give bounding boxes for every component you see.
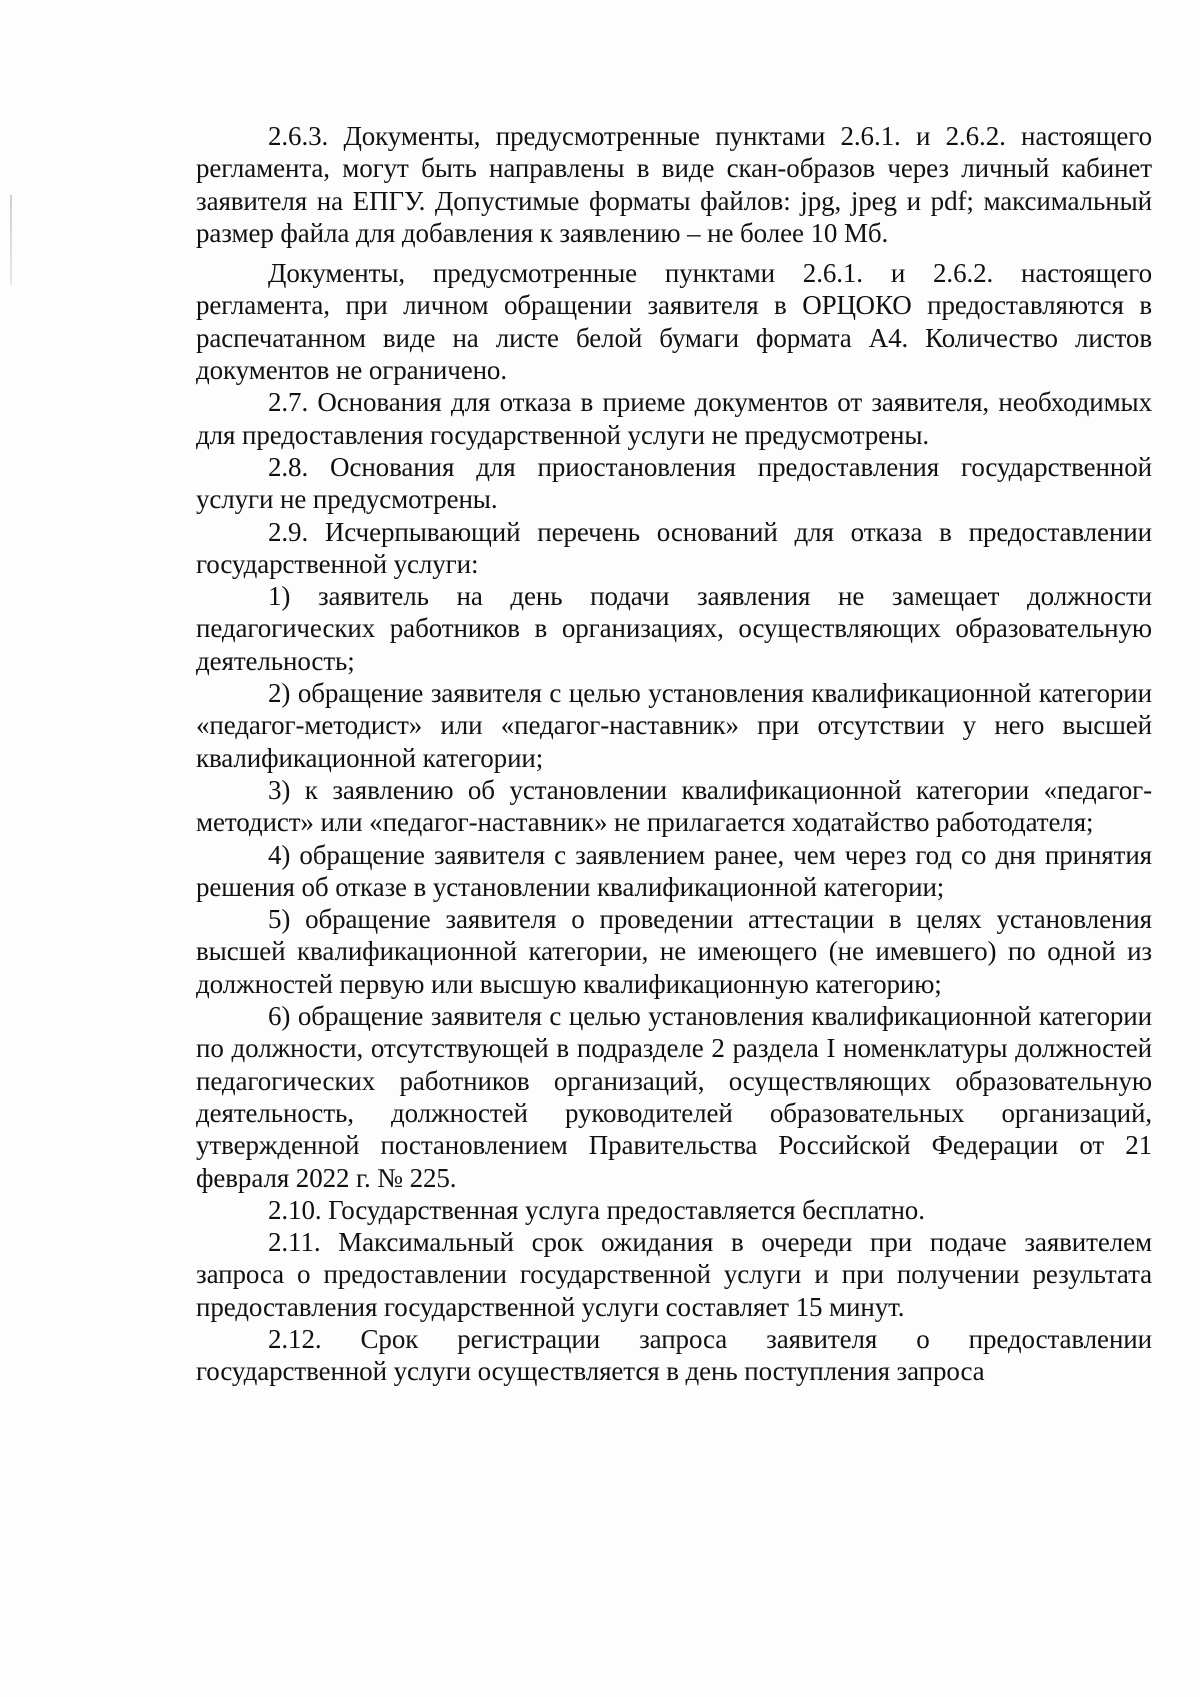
paragraph-2-8: 2.8. Основания для приостановления предоставления государственной услуги не предусмотрены.	[196, 451, 1152, 515]
list-item-4: 4) обращение заявителя с заявлением ранее, чем через год со дня принятия решения об отказе в установлении квалификационной категории;	[196, 839, 1152, 902]
paragraph-2-7: 2.7. Основания для отказа в приеме документов от заявителя, необходимых для предоставления государственной услуги не предусмотрены.	[196, 387, 1152, 450]
paragraph-2-12: 2.12. Срок регистрации запроса заявителя о предоставлении государственной услуги осуществляется в день поступления запроса	[196, 1323, 1152, 1387]
list-item-6: 6) обращение заявителя с целью установления квалификационной категории по должности, отсутствующей в подразделе 2 раздела I номенклатуры должностей педагогических работников организаций, осуществляющих образовательную деятельность, должностей руководителей образовательных организаций, утвержденной постановлением Правительства Российской Федерации от 21 февраля 2022 г. № 225.	[196, 1001, 1152, 1193]
paragraph-2-6-3-continued: Документы, предусмотренные пунктами 2.6.1. и 2.6.2. настоящего регламента, при личном обращении заявителя в ОРЦОКО предоставляются в распечатанном виде на листе белой бумаги формата А4. Количество листов документов не ограничено.	[196, 258, 1152, 386]
list-item-5: 5) обращение заявителя о проведении аттестации в целях установления высшей квалификационной категории, не имеющего (не имевшего) по одной из должностей первую или высшую квалификационную категорию;	[196, 904, 1152, 999]
paragraph-2-11: 2.11. Максимальный срок ожидания в очереди при подаче заявителем запроса о предоставлении государственной услуги и при получении результата предоставления государственной услуги составляет 15 минут.	[196, 1227, 1152, 1322]
paragraph-2-6-3: 2.6.3. Документы, предусмотренные пунктами 2.6.1. и 2.6.2. настоящего регламента, могут быть направлены в виде скан-образов через личный кабинет заявителя на ЕПГУ. Допустимые форматы файлов: jpg, jpeg и pdf; максимальный размер файла для добавления к заявлению – не более 10 Мб.	[196, 121, 1152, 248]
paragraph-2-9: 2.9. Исчерпывающий перечень оснований для отказа в предоставлении государственной услуги:	[196, 516, 1152, 579]
list-item-1: 1) заявитель на день подачи заявления не замещает должности педагогических работников в организациях, осуществляющих образовательную деятельность;	[196, 581, 1152, 676]
document-body	[196, 120, 1152, 1388]
scan-artifact	[10, 195, 12, 285]
list-item-3: 3) к заявлению об установлении квалификационной категории «педагог-методист» или «педагог-наставник» не прилагается ходатайство работодателя;	[196, 774, 1152, 838]
list-item-2: 2) обращение заявителя с целью установления квалификационной категории «педагог-методист» или «педагог-наставник» при отсутствии у него высшей квалификационной категории;	[196, 678, 1152, 773]
paragraph-2-10: 2.10. Государственная услуга предоставляется бесплатно.	[268, 1194, 925, 1225]
